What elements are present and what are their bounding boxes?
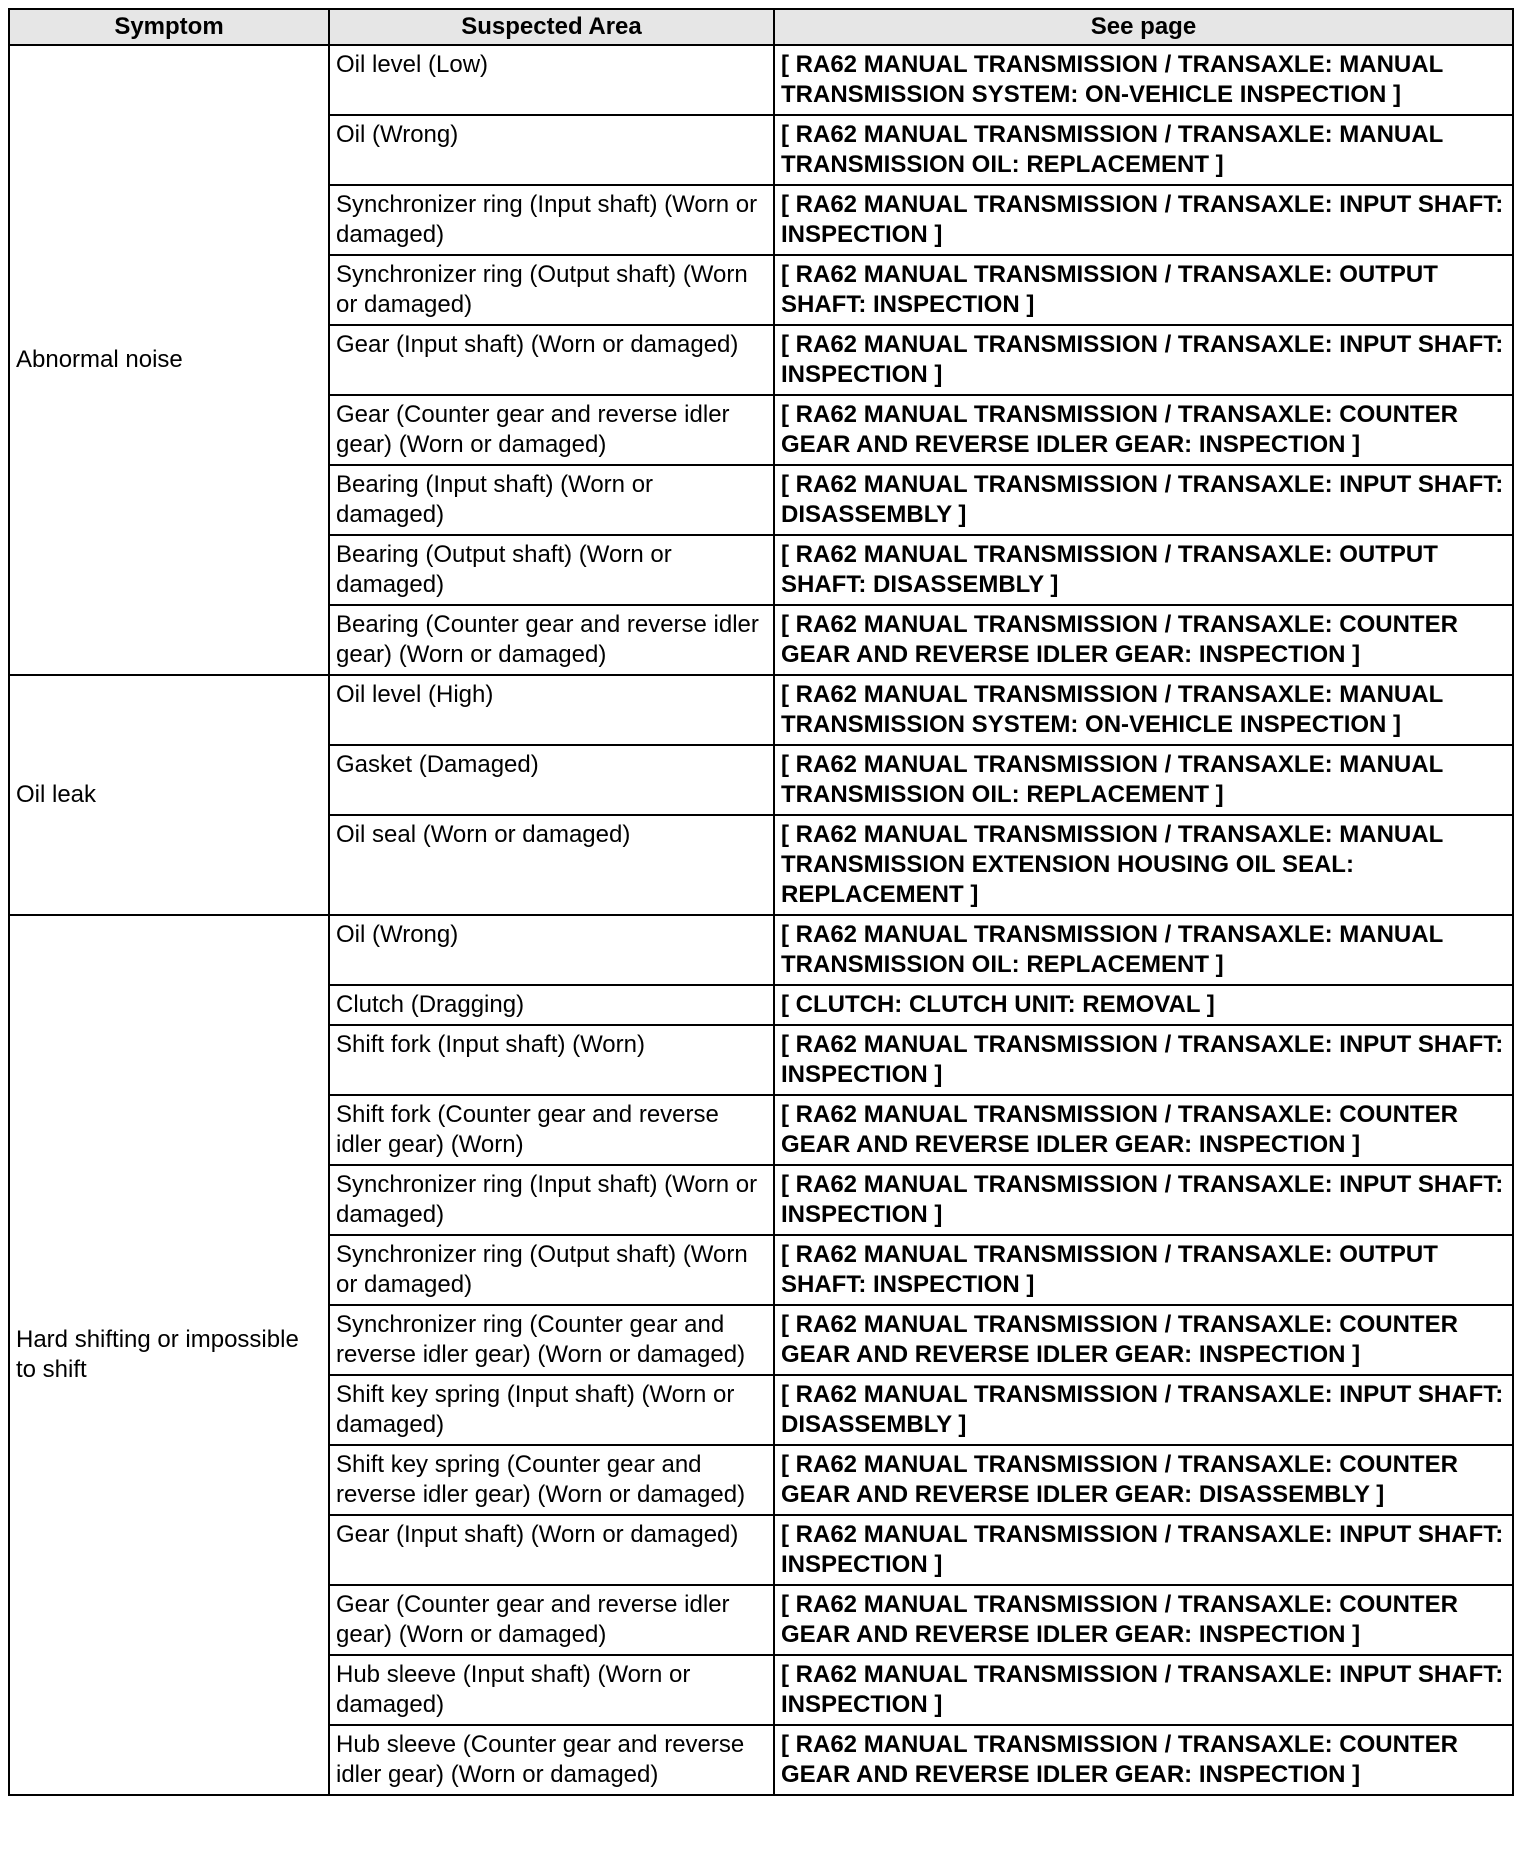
see-page-reference[interactable]: [ RA62 MANUAL TRANSMISSION / TRANSAXLE: INPUT SHAFT: INSPECTION ] [774, 185, 1513, 255]
suspected-area-cell: Oil level (Low) [329, 45, 774, 115]
troubleshooting-sheet [8, 8, 1512, 1796]
see-page-reference[interactable]: [ RA62 MANUAL TRANSMISSION / TRANSAXLE: INPUT SHAFT: DISASSEMBLY ] [774, 1375, 1513, 1445]
see-page-reference[interactable]: [ RA62 MANUAL TRANSMISSION / TRANSAXLE: COUNTER GEAR AND REVERSE IDLER GEAR: INSPECTION ] [774, 1585, 1513, 1655]
header-row [9, 9, 1513, 45]
see-page-reference[interactable]: [ RA62 MANUAL TRANSMISSION / TRANSAXLE: OUTPUT SHAFT: INSPECTION ] [774, 255, 1513, 325]
suspected-area-cell: Gear (Input shaft) (Worn or damaged) [329, 1515, 774, 1585]
suspected-area-cell: Shift fork (Input shaft) (Worn) [329, 1025, 774, 1095]
symptom-cell: Hard shifting or impossible to shift [9, 915, 329, 1795]
see-page-header: See page [774, 9, 1513, 45]
suspected-area-header: Suspected Area [329, 9, 774, 45]
see-page-reference[interactable]: [ RA62 MANUAL TRANSMISSION / TRANSAXLE: INPUT SHAFT: INSPECTION ] [774, 1655, 1513, 1725]
suspected-area-cell: Gear (Counter gear and reverse idler gear) (Worn or damaged) [329, 395, 774, 465]
see-page-reference[interactable]: [ RA62 MANUAL TRANSMISSION / TRANSAXLE: MANUAL TRANSMISSION OIL: REPLACEMENT ] [774, 745, 1513, 815]
see-page-reference[interactable]: [ RA62 MANUAL TRANSMISSION / TRANSAXLE: INPUT SHAFT: INSPECTION ] [774, 1165, 1513, 1235]
see-page-reference[interactable]: [ RA62 MANUAL TRANSMISSION / TRANSAXLE: INPUT SHAFT: INSPECTION ] [774, 1515, 1513, 1585]
see-page-reference[interactable]: [ CLUTCH: CLUTCH UNIT: REMOVAL ] [774, 985, 1513, 1025]
suspected-area-cell: Oil level (High) [329, 675, 774, 745]
symptom-cell: Abnormal noise [9, 45, 329, 675]
table-row [9, 45, 1513, 115]
see-page-reference[interactable]: [ RA62 MANUAL TRANSMISSION / TRANSAXLE: MANUAL TRANSMISSION OIL: REPLACEMENT ] [774, 915, 1513, 985]
troubleshooting-table [8, 8, 1514, 1796]
suspected-area-cell: Bearing (Output shaft) (Worn or damaged) [329, 535, 774, 605]
suspected-area-cell: Synchronizer ring (Input shaft) (Worn or damaged) [329, 1165, 774, 1235]
suspected-area-cell: Hub sleeve (Counter gear and reverse idler gear) (Worn or damaged) [329, 1725, 774, 1795]
see-page-reference[interactable]: [ RA62 MANUAL TRANSMISSION / TRANSAXLE: MANUAL TRANSMISSION EXTENSION HOUSING OIL SEAL: REPLACEMENT ] [774, 815, 1513, 915]
suspected-area-cell: Hub sleeve (Input shaft) (Worn or damaged) [329, 1655, 774, 1725]
see-page-reference[interactable]: [ RA62 MANUAL TRANSMISSION / TRANSAXLE: OUTPUT SHAFT: DISASSEMBLY ] [774, 535, 1513, 605]
suspected-area-cell: Bearing (Counter gear and reverse idler gear) (Worn or damaged) [329, 605, 774, 675]
suspected-area-cell: Synchronizer ring (Input shaft) (Worn or damaged) [329, 185, 774, 255]
suspected-area-cell: Oil seal (Worn or damaged) [329, 815, 774, 915]
suspected-area-cell: Shift key spring (Counter gear and reverse idler gear) (Worn or damaged) [329, 1445, 774, 1515]
table-row [9, 675, 1513, 745]
suspected-area-cell: Gear (Counter gear and reverse idler gear) (Worn or damaged) [329, 1585, 774, 1655]
see-page-reference[interactable]: [ RA62 MANUAL TRANSMISSION / TRANSAXLE: MANUAL TRANSMISSION OIL: REPLACEMENT ] [774, 115, 1513, 185]
see-page-reference[interactable]: [ RA62 MANUAL TRANSMISSION / TRANSAXLE: COUNTER GEAR AND REVERSE IDLER GEAR: INSPECTION ] [774, 1305, 1513, 1375]
see-page-reference[interactable]: [ RA62 MANUAL TRANSMISSION / TRANSAXLE: MANUAL TRANSMISSION SYSTEM: ON-VEHICLE INSPECTION ] [774, 45, 1513, 115]
see-page-reference[interactable]: [ RA62 MANUAL TRANSMISSION / TRANSAXLE: MANUAL TRANSMISSION SYSTEM: ON-VEHICLE INSPECTION ] [774, 675, 1513, 745]
see-page-reference[interactable]: [ RA62 MANUAL TRANSMISSION / TRANSAXLE: COUNTER GEAR AND REVERSE IDLER GEAR: INSPECTION ] [774, 1725, 1513, 1795]
suspected-area-cell: Shift key spring (Input shaft) (Worn or damaged) [329, 1375, 774, 1445]
see-page-reference[interactable]: [ RA62 MANUAL TRANSMISSION / TRANSAXLE: COUNTER GEAR AND REVERSE IDLER GEAR: INSPECTION ] [774, 605, 1513, 675]
see-page-reference[interactable]: [ RA62 MANUAL TRANSMISSION / TRANSAXLE: INPUT SHAFT: INSPECTION ] [774, 325, 1513, 395]
suspected-area-cell: Synchronizer ring (Output shaft) (Worn or damaged) [329, 255, 774, 325]
suspected-area-cell: Shift fork (Counter gear and reverse idler gear) (Worn) [329, 1095, 774, 1165]
see-page-reference[interactable]: [ RA62 MANUAL TRANSMISSION / TRANSAXLE: INPUT SHAFT: DISASSEMBLY ] [774, 465, 1513, 535]
see-page-reference[interactable]: [ RA62 MANUAL TRANSMISSION / TRANSAXLE: COUNTER GEAR AND REVERSE IDLER GEAR: DISASSEMBLY ] [774, 1445, 1513, 1515]
suspected-area-cell: Synchronizer ring (Output shaft) (Worn or damaged) [329, 1235, 774, 1305]
table-row [9, 915, 1513, 985]
suspected-area-cell: Clutch (Dragging) [329, 985, 774, 1025]
suspected-area-cell: Bearing (Input shaft) (Worn or damaged) [329, 465, 774, 535]
table-body [9, 45, 1513, 1795]
see-page-reference[interactable]: [ RA62 MANUAL TRANSMISSION / TRANSAXLE: OUTPUT SHAFT: INSPECTION ] [774, 1235, 1513, 1305]
symptom-cell: Oil leak [9, 675, 329, 915]
suspected-area-cell: Gear (Input shaft) (Worn or damaged) [329, 325, 774, 395]
see-page-reference[interactable]: [ RA62 MANUAL TRANSMISSION / TRANSAXLE: COUNTER GEAR AND REVERSE IDLER GEAR: INSPECTION ] [774, 395, 1513, 465]
suspected-area-cell: Gasket (Damaged) [329, 745, 774, 815]
suspected-area-cell: Synchronizer ring (Counter gear and reverse idler gear) (Worn or damaged) [329, 1305, 774, 1375]
see-page-reference[interactable]: [ RA62 MANUAL TRANSMISSION / TRANSAXLE: COUNTER GEAR AND REVERSE IDLER GEAR: INSPECTION ] [774, 1095, 1513, 1165]
suspected-area-cell: Oil (Wrong) [329, 115, 774, 185]
suspected-area-cell: Oil (Wrong) [329, 915, 774, 985]
symptom-header: Symptom [9, 9, 329, 45]
see-page-reference[interactable]: [ RA62 MANUAL TRANSMISSION / TRANSAXLE: INPUT SHAFT: INSPECTION ] [774, 1025, 1513, 1095]
